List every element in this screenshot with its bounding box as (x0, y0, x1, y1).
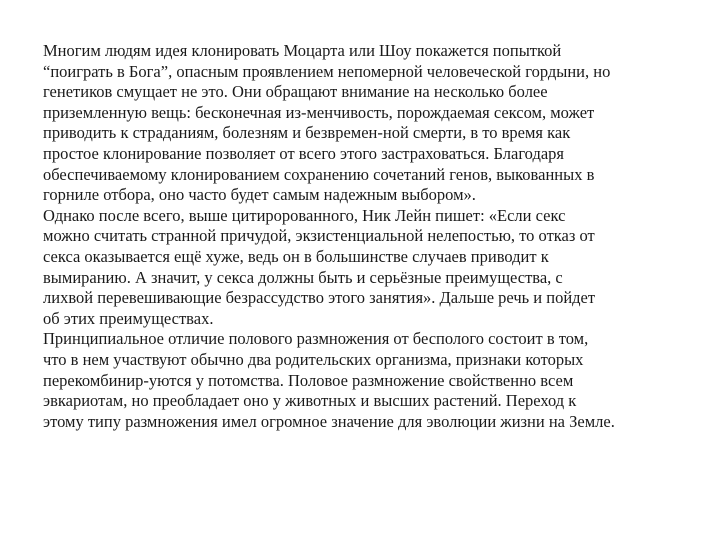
text-line: генетиков смущает не это. Они обращают внимание на несколько более (43, 82, 548, 102)
text-line: Однако после всего, выше цитиророванного, Ник Лейн пишет: «Если секс (43, 205, 566, 225)
text-line: Многим людям идея клонировать Моцарта или Шоу покажется попыткой (43, 41, 562, 60)
text-line: что в нем участвуют обычно два родительских организма, признаки которых (43, 349, 584, 369)
text-line: эвкариотам, но преобладает оно у животных и высших растений. Переход к (43, 391, 577, 411)
text-line: лихвой перевешивающие безрассудство этого занятия». Дальше речь и пойдет (43, 288, 596, 308)
text-line: об этих преимуществах. (43, 308, 214, 328)
text-line: обеспечиваемому клонированием сохранению сочетаний генов, выкованных в (43, 164, 595, 184)
text-line: вымиранию. А значит, у секса должны быть и серьёзные преимущества, с (43, 267, 563, 287)
text-line: секса оказывается ещё хуже, ведь он в большинстве случаев приводит к (43, 246, 549, 266)
text-line: можно считать странной причудой, экзистенциальной нелепостью, то отказ от (43, 226, 595, 246)
text-line: перекомбинир-уются у потомства. Половое размножение свойственно всем (43, 370, 574, 390)
text-line: этому типу размножения имел огромное значение для эволюции жизни на Земле. (43, 411, 615, 431)
text-line: приземленную вещь: бесконечная из-менчивость, порождаемая сексом, может (43, 102, 595, 122)
text-line: “поиграть в Бога”, опасным проявлением непомерной человеческой гордыни, но (43, 61, 611, 81)
text-line: Принципиальное отличие полового размножения от бесполого состоит в том, (43, 329, 589, 349)
text-line: приводить к страданиям, болезням и безвремен-ной смерти, в то время как (43, 123, 571, 143)
document-text (43, 41, 683, 432)
text-line: горниле отбора, оно часто будет самым надежным выбором». (43, 185, 476, 205)
text-line: простое клонирование позволяет от всего этого застраховаться. Благодаря (43, 143, 565, 163)
